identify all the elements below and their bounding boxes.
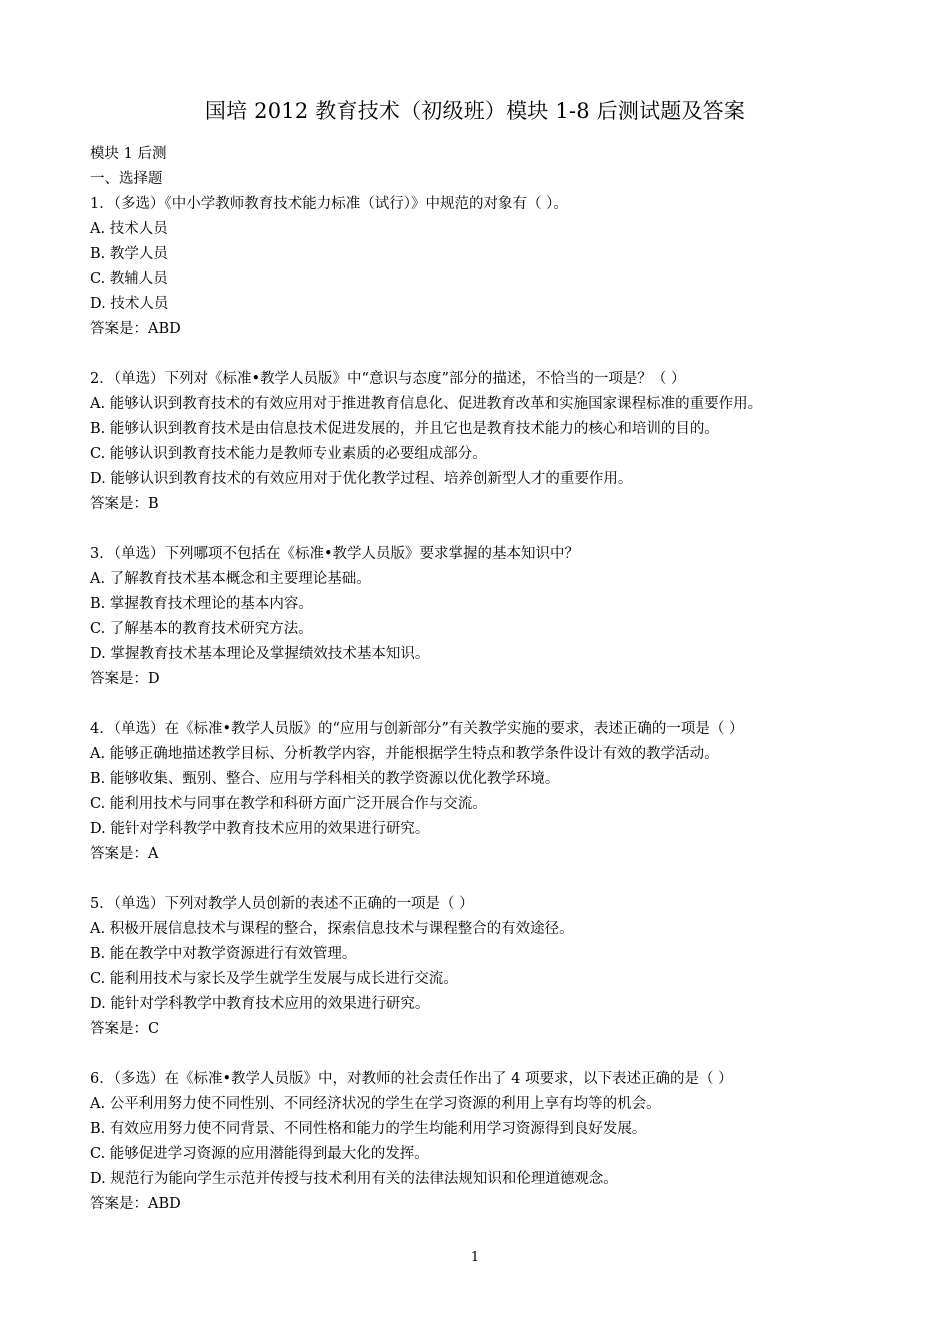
question-option: C. 了解基本的教育技术研究方法。 bbox=[90, 621, 313, 637]
question-answer: 答案是：ABD bbox=[90, 1196, 181, 1212]
question-spacer bbox=[90, 342, 880, 367]
question-block bbox=[90, 367, 880, 517]
question-block bbox=[90, 1067, 880, 1217]
question-option: D. 掌握教育技术基本理论及掌握绩效技术基本知识。 bbox=[90, 646, 430, 662]
question-option: C. 能利用技术与同事在教学和科研方面广泛开展合作与交流。 bbox=[90, 796, 487, 812]
question-option: D. 能针对学科教学中教育技术应用的效果进行研究。 bbox=[90, 821, 430, 837]
question-stem: 1．（多选）《中小学教师教育技术能力标准（试行）》中规范的对象有（ ）。 bbox=[90, 196, 568, 212]
question-stem: 6．（多选）在《标准•教学人员版》中，对教师的社会责任作出了 4 项要求，以下表述正确的是（ ） bbox=[90, 1071, 733, 1087]
question-option: D. 规范行为能向学生示范并传授与技术利用有关的法律法规知识和伦理道德观念。 bbox=[90, 1171, 618, 1187]
question-option: B. 能够收集、甄别、整合、应用与学科相关的教学资源以优化教学环境。 bbox=[90, 771, 560, 787]
question-answer: 答案是：C bbox=[90, 1021, 160, 1037]
question-spacer bbox=[90, 517, 880, 542]
question-option: A. 技术人员 bbox=[90, 221, 168, 237]
question-option: C. 能利用技术与家长及学生就学生发展与成长进行交流。 bbox=[90, 971, 458, 987]
question-stem: 4．（单选）在《标准•教学人员版》的“应用与创新部分”有关教学实施的要求，表述正确的一项是（ ） bbox=[90, 721, 744, 737]
question-stem: 3．（单选）下列哪项不包括在《标准•教学人员版》要求掌握的基本知识中？ bbox=[90, 546, 580, 562]
question-list bbox=[90, 192, 880, 1217]
question-option: B. 掌握教育技术理论的基本内容。 bbox=[90, 596, 313, 612]
question-option: D. 能够认识到教育技术的有效应用对于优化教学过程、培养创新型人才的重要作用。 bbox=[90, 471, 633, 487]
question-spacer bbox=[90, 692, 880, 717]
question-answer: 答案是：B bbox=[90, 496, 159, 512]
question-block bbox=[90, 892, 880, 1042]
document-body bbox=[90, 142, 880, 1217]
question-answer: 答案是：D bbox=[90, 671, 160, 687]
question-answer: 答案是：A bbox=[90, 846, 159, 862]
question-option: D. 能针对学科教学中教育技术应用的效果进行研究。 bbox=[90, 996, 430, 1012]
question-option: C. 能够认识到教育技术能力是教师专业素质的必要组成部分。 bbox=[90, 446, 487, 462]
question-answer: 答案是：ABD bbox=[90, 321, 181, 337]
question-option: C. 能够促进学习资源的应用潜能得到最大化的发挥。 bbox=[90, 1146, 429, 1162]
question-option: A. 能够正确地描述教学目标、分析教学内容，并能根据学生特点和教学条件设计有效的教学活动。 bbox=[90, 746, 719, 762]
question-block bbox=[90, 542, 880, 692]
question-option: B. 教学人员 bbox=[90, 246, 168, 262]
question-option: A. 能够认识到教育技术的有效应用对于推进教育信息化、促进教育改革和实施国家课程标准的重要作用。 bbox=[90, 396, 763, 412]
question-stem: 5．（单选）下列对教学人员创新的表述不正确的一项是（ ） bbox=[90, 896, 474, 912]
question-option: B. 有效应用努力使不同背景、不同性格和能力的学生均能利用学习资源得到良好发展。 bbox=[90, 1121, 647, 1137]
question-option: D. 技术人员 bbox=[90, 296, 169, 312]
question-option: A. 积极开展信息技术与课程的整合，探索信息技术与课程整合的有效途径。 bbox=[90, 921, 574, 937]
page-number: 1 bbox=[470, 1250, 480, 1265]
question-block bbox=[90, 192, 880, 342]
question-option: C. 教辅人员 bbox=[90, 271, 168, 287]
question-spacer bbox=[90, 1042, 880, 1067]
question-option: B. 能够认识到教育技术是由信息技术促进发展的，并且它也是教育技术能力的核心和培训的目的。 bbox=[90, 421, 719, 437]
document-title: 国培 2012 教育技术（初级班）模块 1-8 后测试题及答案 bbox=[204, 99, 746, 123]
module-heading: 模块 1 后测 bbox=[90, 146, 167, 162]
question-option: B. 能在教学中对教学资源进行有效管理。 bbox=[90, 946, 357, 962]
question-stem: 2．（单选）下列对《标准•教学人员版》中“意识与态度”部分的描述，不恰当的一项是？（ ） bbox=[90, 371, 686, 387]
section-heading: 一、选择题 bbox=[90, 171, 163, 187]
question-spacer bbox=[90, 867, 880, 892]
question-option: A. 公平利用努力使不同性别、不同经济状况的学生在学习资源的利用上享有均等的机会。 bbox=[90, 1096, 661, 1112]
question-option: A. 了解教育技术基本概念和主要理论基础。 bbox=[90, 571, 371, 587]
question-block bbox=[90, 717, 880, 867]
